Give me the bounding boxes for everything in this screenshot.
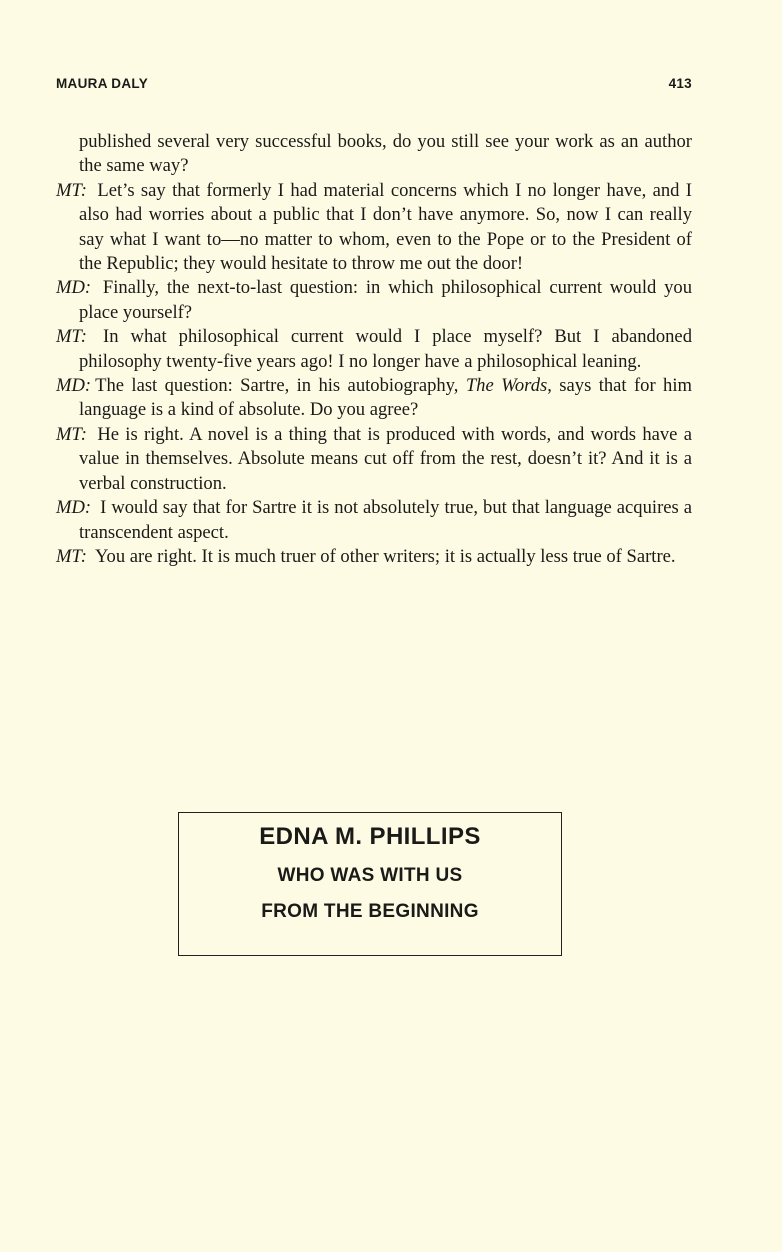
paragraph-mt (56, 423, 692, 496)
paragraph-md (56, 276, 692, 325)
paragraph-text: He is right. A novel is a thing that is produced with words, and words have a value in themselves. Absolute means cut off from the rest, doesn’t it? And it is a verbal construction. (79, 423, 692, 494)
speaker-label: MD: (56, 277, 92, 299)
paragraph-md (56, 496, 692, 545)
paragraph-text: Let’s say that formerly I had material concerns which I no longer have, and I also had worries about a public that I don’t have anymore. So, now I can really say what I want to—no matter to whom, even to the Pope or to the President of the Republic; they would hesitate to throw me out the door! (79, 179, 692, 275)
speaker-label: MT: (56, 179, 87, 201)
speaker-label: MD: (56, 497, 92, 519)
dedication-line: FROM THE BEGINNING (261, 901, 479, 922)
paragraph-mt (56, 325, 692, 374)
dedication-box (178, 812, 562, 956)
running-head: MAURA DALY (56, 76, 149, 91)
paragraph-text: In what philosophical current would I place myself? But I abandoned philosophy twenty-five years ago! I no longer have a philosophical leaning. (79, 326, 692, 372)
paragraph-mt (56, 545, 692, 569)
speaker-label: MT: (56, 545, 87, 567)
dedication-line: WHO WAS WITH US (277, 865, 463, 886)
speaker-label: MT: (56, 423, 87, 445)
book-title: The Words (465, 375, 548, 397)
paragraph-md (56, 374, 692, 423)
paragraph-text: The last question: Sartre, in his autobiography, (95, 375, 459, 397)
dedication-name: EDNA M. PHILLIPS (259, 823, 481, 850)
interview-text (56, 130, 692, 569)
page-number: 413 (668, 76, 692, 91)
paragraph-text: I would say that for Sartre it is not absolutely true, but that language acquires a transcendent aspect. (79, 497, 693, 543)
page-header (56, 76, 692, 98)
paragraph-text: Finally, the next-to-last question: in which philosophical current would you place yourself? (79, 277, 692, 323)
speaker-label: MT: (56, 326, 87, 348)
paragraph-text: , says that for him language is a kind of absolute. Do you agree? (79, 375, 692, 421)
paragraph-mt (56, 179, 692, 277)
paragraph-continuation (56, 130, 692, 179)
speaker-label: MD: (56, 375, 92, 397)
paragraph-text: published several very successful books, do you still see your work as an author the same way? (79, 131, 692, 177)
paragraph-text: You are right. It is much truer of other writers; it is actually less true of Sartre. (94, 545, 676, 567)
